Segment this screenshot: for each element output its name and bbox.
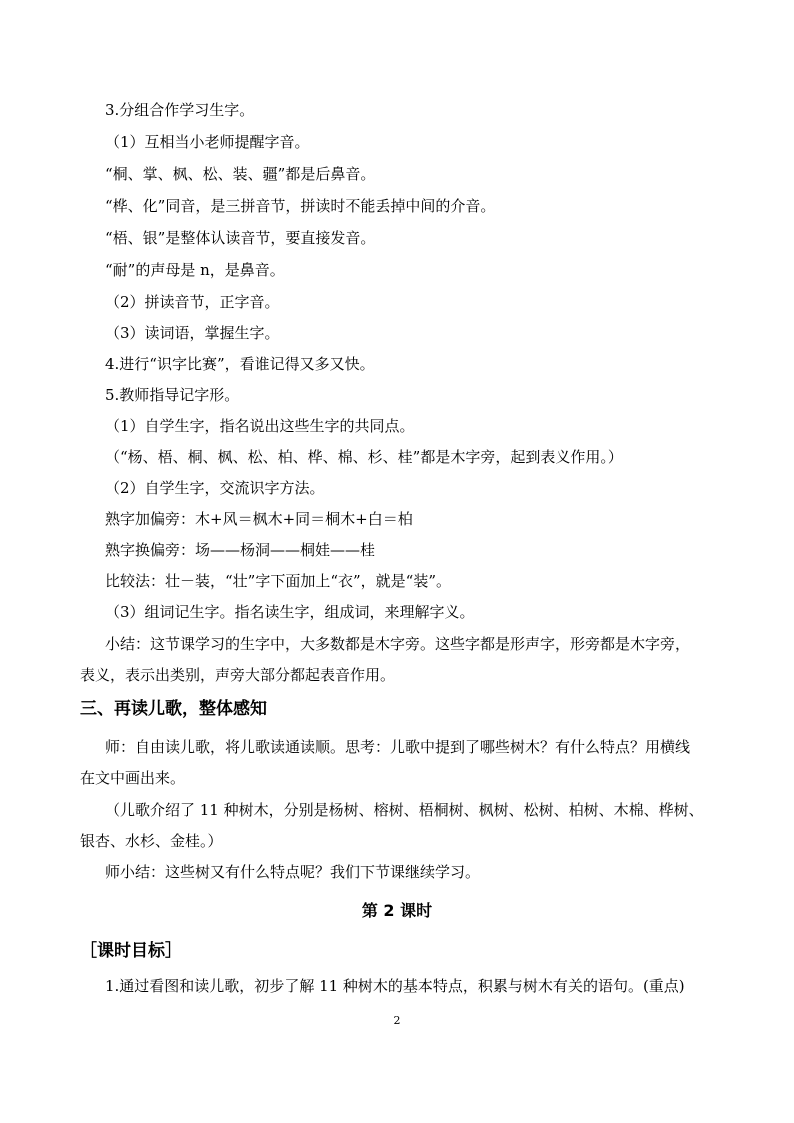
text-line: “耐”的声母是 n，是鼻音。	[105, 261, 285, 279]
text-line: 在文中画出来。	[80, 769, 186, 787]
text-line: “梧、银”是整体认读音节，要直接发音。	[105, 229, 376, 247]
text-line: 师：自由读儿歌，将儿歌读通读顺。思考：儿歌中提到了哪些树木？有什么特点？用横线	[105, 738, 691, 756]
page-number: 2	[393, 1014, 401, 1027]
text-line: 1.通过看图和读儿歌，初步了解 11 种树木的基本特点，积累与树木有关的语句。(重点)	[105, 977, 685, 995]
text-line: （2）拼读音节，正字音。	[105, 293, 280, 311]
text-line: 师小结：这些树又有什么特点呢？我们下节课继续学习。	[105, 863, 481, 881]
text-line: 银杏、水杉、金桂。）	[80, 832, 223, 850]
text-line: （“杨、梧、桐、枫、松、柏、桦、棉、杉、桂”都是木字旁，起到表义作用。）	[105, 448, 623, 466]
lesson-title: 第 2 课时	[361, 901, 433, 920]
text-line: （1）自学生字，指名说出这些生字的共同点。	[105, 417, 415, 435]
text-line: （3）读词语，掌握生字。	[105, 324, 280, 342]
section-heading: 三、再读儿歌，整体感知	[80, 699, 267, 719]
text-line: 小结：这节课学习的生字中，大多数都是木字旁。这些字都是形声字，形旁都是木字旁，	[105, 635, 691, 653]
text-line: “桦、化”同音，是三拼音节，拼读时不能丢掉中间的介音。	[105, 197, 496, 215]
text-line: “桐、掌、枫、松、装、疆”都是后鼻音。	[105, 165, 376, 183]
text-line: （儿歌介绍了 11 种树木，分别是杨树、榕树、梧桐树、枫树、松树、柏树、木棉、桦树、	[105, 801, 704, 819]
text-line: 比较法：壮－装，“壮”字下面加上“衣”，就是“装”。	[105, 572, 452, 590]
text-line: 表义，表示出类别，声旁大部分都起表音作用。	[80, 666, 396, 684]
text-line: 5.教师指导记字形。	[105, 386, 240, 404]
text-line: （1）互相当小老师提醒字音。	[105, 133, 310, 151]
text-line: 4.进行“识字比赛”，看谁记得又多又快。	[105, 355, 375, 373]
text-line: （2）自学生字，交流识字方法。	[105, 479, 325, 497]
objectives-heading: ［课时目标］	[80, 941, 182, 961]
text-line: 3.分组合作学习生字。	[105, 101, 255, 119]
text-line: 熟字换偏旁：场——杨洞——桐娃——桂	[105, 541, 376, 559]
text-line: （3）组词记生字。指名读生字，组成词，来理解字义。	[105, 603, 475, 621]
text-line: 熟字加偏旁：木+风＝枫木+同＝桐木+白＝柏	[105, 510, 413, 528]
